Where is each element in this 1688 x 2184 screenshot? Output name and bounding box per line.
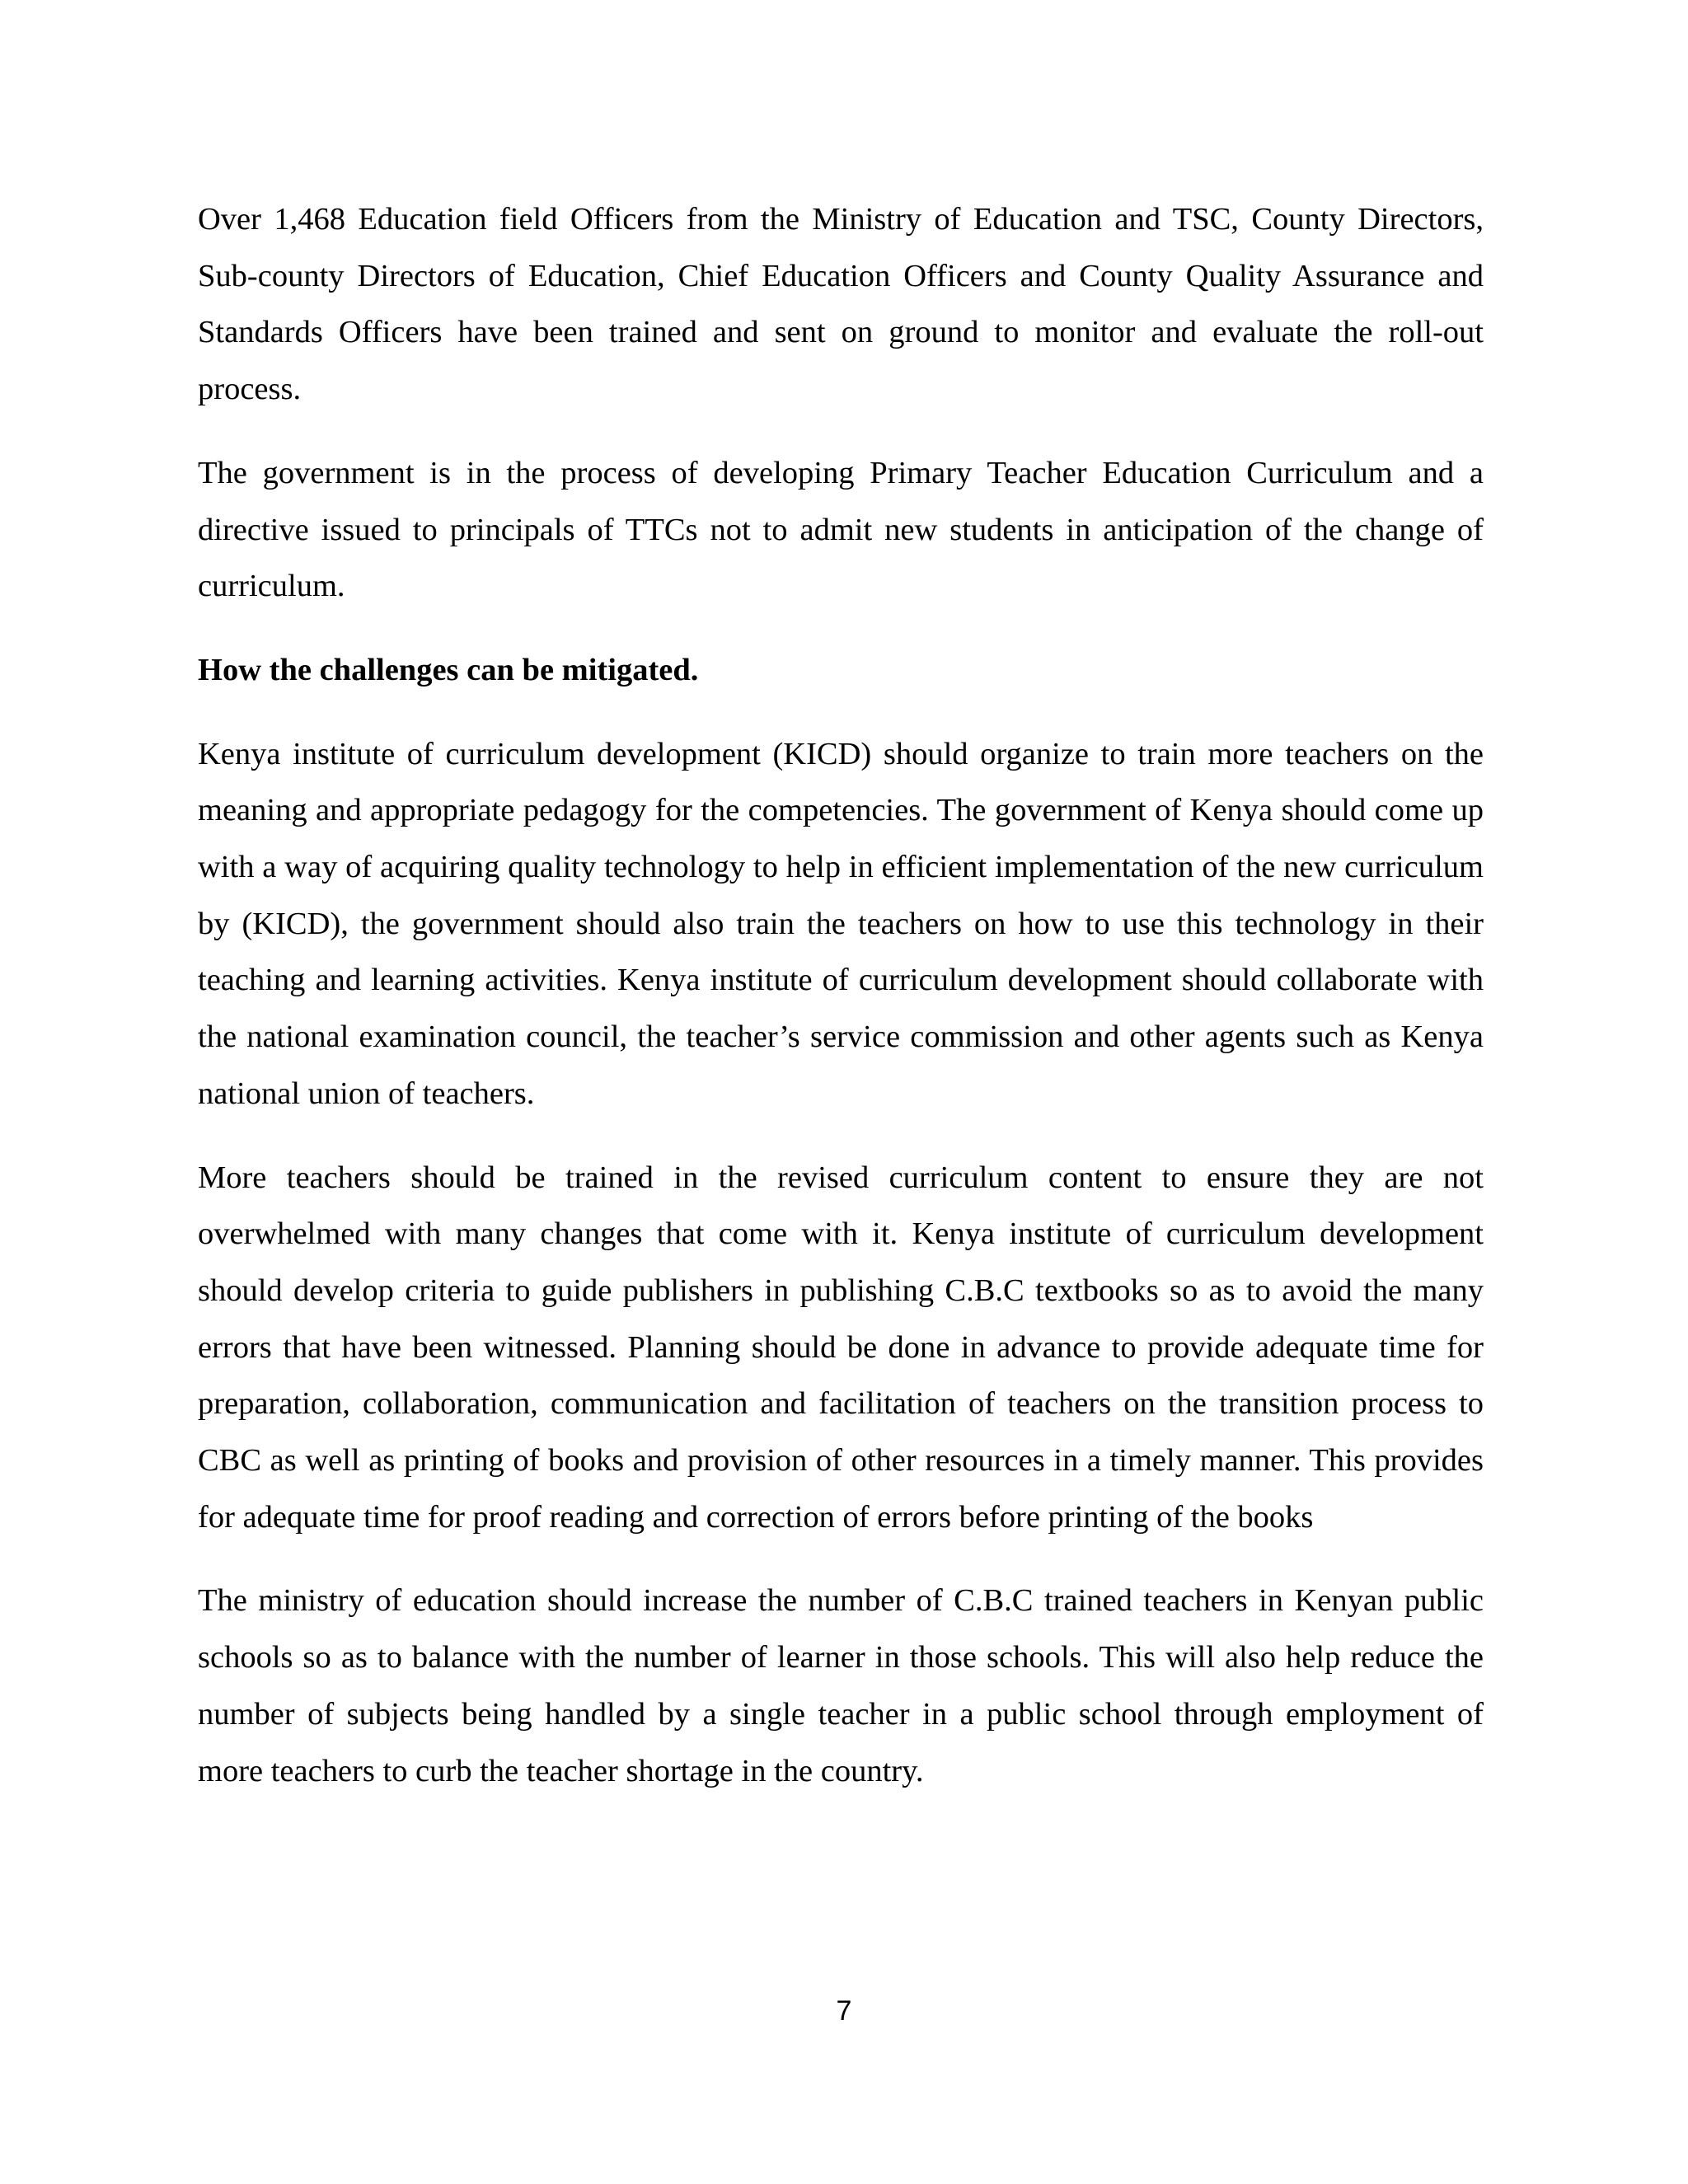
document-body <box>198 191 1484 1826</box>
section-heading-mitigation: How the challenges can be mitigated. <box>198 652 699 687</box>
paragraph-revised-curriculum: More teachers should be trained in the revised curriculum content to ensure they are not overwhelmed with many changes that come with it. Kenya institute of curriculum development should develop criteria to guide publishers in publishing C.B.C textbooks so as to avoid the many errors that have been witnessed. Planning should be done in advance to provide adequate time for preparation, collaboration, communication and facilitation of teachers on the transition process to CBC as well as printing of books and provision of other resources in a timely manner. This provides for adequate time for proof reading and correction of errors before printing of the books <box>198 1160 1484 1535</box>
paragraph-ministry-teachers: The ministry of education should increase the number of C.B.C trained teachers in Kenyan public schools so as to balance with the number of learner in those schools. This will also help reduce the number of subjects being handled by a single teacher in a public school through employment of more teachers to curb the teacher shortage in the country. <box>198 1583 1484 1788</box>
paragraph-kicd-training: Kenya institute of curriculum development (KICD) should organize to train more teachers on the meaning and appropriate pedagogy for the competencies. The government of Kenya should come up with a way of acquiring quality technology to help in efficient implementation of the new curriculum by (KICD), the government should also train the teachers on how to use this technology in their teaching and learning activities. Kenya institute of curriculum development should collaborate with the national examination council, the teacher’s service commission and other agents such as Kenya national union of teachers. <box>198 736 1484 1111</box>
paragraph-teacher-education-curriculum: The government is in the process of developing Primary Teacher Education Curriculum and a directive issued to principals of TTCs not to admit new students in anticipation of the change of curriculum. <box>198 455 1484 604</box>
paragraph-field-officers: Over 1,468 Education field Officers from the Ministry of Education and TSC, County Directors, Sub-county Directors of Education, Chief Education Officers and County Quality Assurance and Standards Officers have been trained and sent on ground to monitor and evaluate the roll-out process. <box>198 202 1484 407</box>
page-number: 7 <box>836 1995 852 2027</box>
